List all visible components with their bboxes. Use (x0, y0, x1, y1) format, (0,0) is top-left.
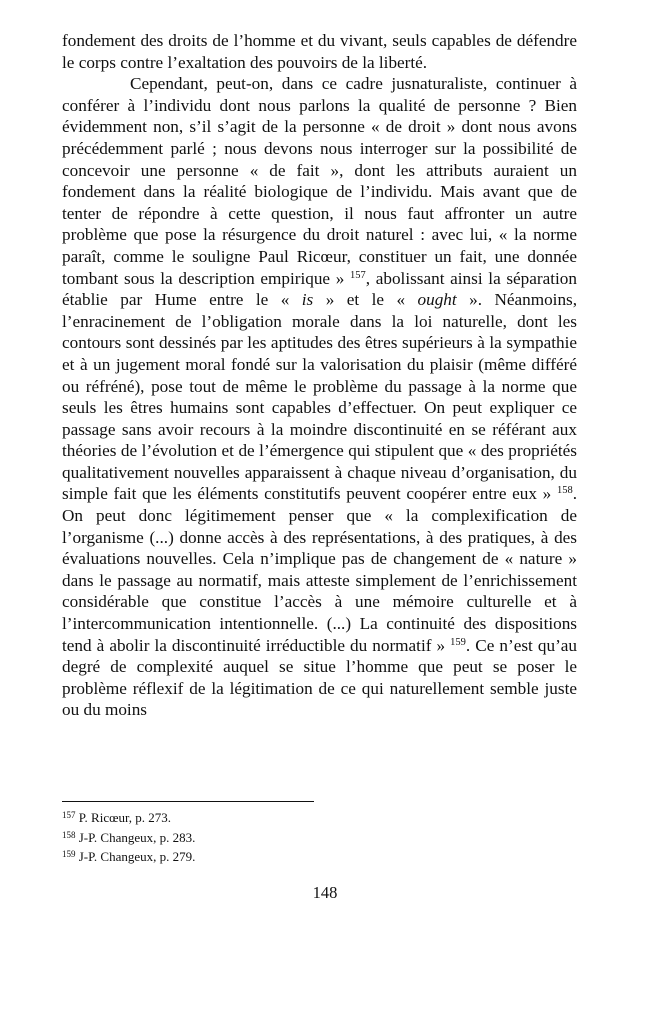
footnote-number: 159 (62, 849, 76, 859)
footnote-text: J-P. Changeux, p. 279. (78, 849, 196, 864)
footnote-158 (62, 828, 577, 848)
page-content (62, 30, 577, 721)
term-is: is (301, 290, 314, 310)
paragraph-2-text-3: » et le « (325, 290, 406, 310)
paragraph-1: fondement des droits de l’homme et du vivant, seuls capables de défendre le corps contre l’exaltation des pouvoirs de la liberté. (62, 31, 577, 72)
paragraph-2-text-1: Cependant, peut-on, dans ce cadre jusnaturaliste, continuer à conférer à l’individu dont nous parlons la qualité de personne ? Bien évidemment non, s’il s’agit de la personne « de droit » dont nous avons précédemment parlé ; nous devons nous interroger sur la possibilité de concevoir une personne « de fait », dont les attributs auraient un fondement dans la réalité biologique de l’individu. Mais avant que de tenter de répondre à cette question, il nous faut affronter un autre problème que pose la résurgence du droit naturel : avec lui, « la norme paraît, comme le souligne Paul Ricœur, constituer un fait, une donnée tombant sous la description empirique » (62, 74, 577, 288)
footnote-ref-159[interactable]: 159 (450, 636, 466, 648)
footnote-157 (62, 808, 577, 828)
footnote-ref-158[interactable]: 158 (556, 485, 573, 497)
paragraph-2-text-4: ». Néanmoins, l’enracinement de l’obligation morale dans la loi naturelle, dont les contours sont dessinés par les aptitudes des êtres supérieurs à la sympathie et à un jugement moral fondé sur la valorisation du plaisir (même différé ou réfréné), pose tout de même le problème du passage à la norme que seuls les êtres humains sont capables d’effectuer. On peut expliquer ce passage sans avoir recours à la moindre discontinuité en se référant aux théories de l’évolution et de l’émergence qui stipulent que « des propriétés qualitativement nouvelles apparaissent à chaque niveau d’organisation, du simple fait que les éléments constitutifs peuvent coopérer entre eux » (62, 290, 578, 504)
page-number: 148 (312, 883, 338, 902)
paragraph-2 (62, 73, 577, 721)
footnote-separator (62, 801, 314, 802)
footnote-ref-157[interactable]: 157 (350, 269, 366, 281)
footnote-159 (62, 847, 577, 867)
paragraph-2-text-5: . On peut donc légitimement penser que « la complexification de l’organisme (...) donne accès à des représentations, à des pratiques, à des évaluations nouvelles. Cela n’implique pas de changement de « nature » dans le passage au normatif, mais atteste simplement de l’enrichissement considérable que constitue l’accès à une mémoire culturelle et à l’intercommunication intentionnelle. (...) La continuité des dispositions tend à abolir la discontinuité irréductible du normatif » (62, 484, 577, 655)
paragraph-2-text-6: . Ce n’est qu’au degré de complexité auquel se situe l’homme que peut se poser le problème réflexif de la légitimation de ce qui naturellement semble juste ou du moins (62, 635, 578, 720)
footnote-number: 157 (62, 810, 76, 820)
paragraph-2-text-2: , abolissant ainsi la séparation établie par Hume entre le « (62, 268, 577, 310)
footnote-text: J-P. Changeux, p. 283. (78, 829, 196, 845)
footnote-text: P. Ricœur, p. 273. (78, 810, 172, 825)
footnotes (62, 808, 577, 867)
term-ought: ought (417, 290, 457, 310)
footnote-number: 158 (62, 829, 76, 840)
body-text (62, 30, 577, 721)
